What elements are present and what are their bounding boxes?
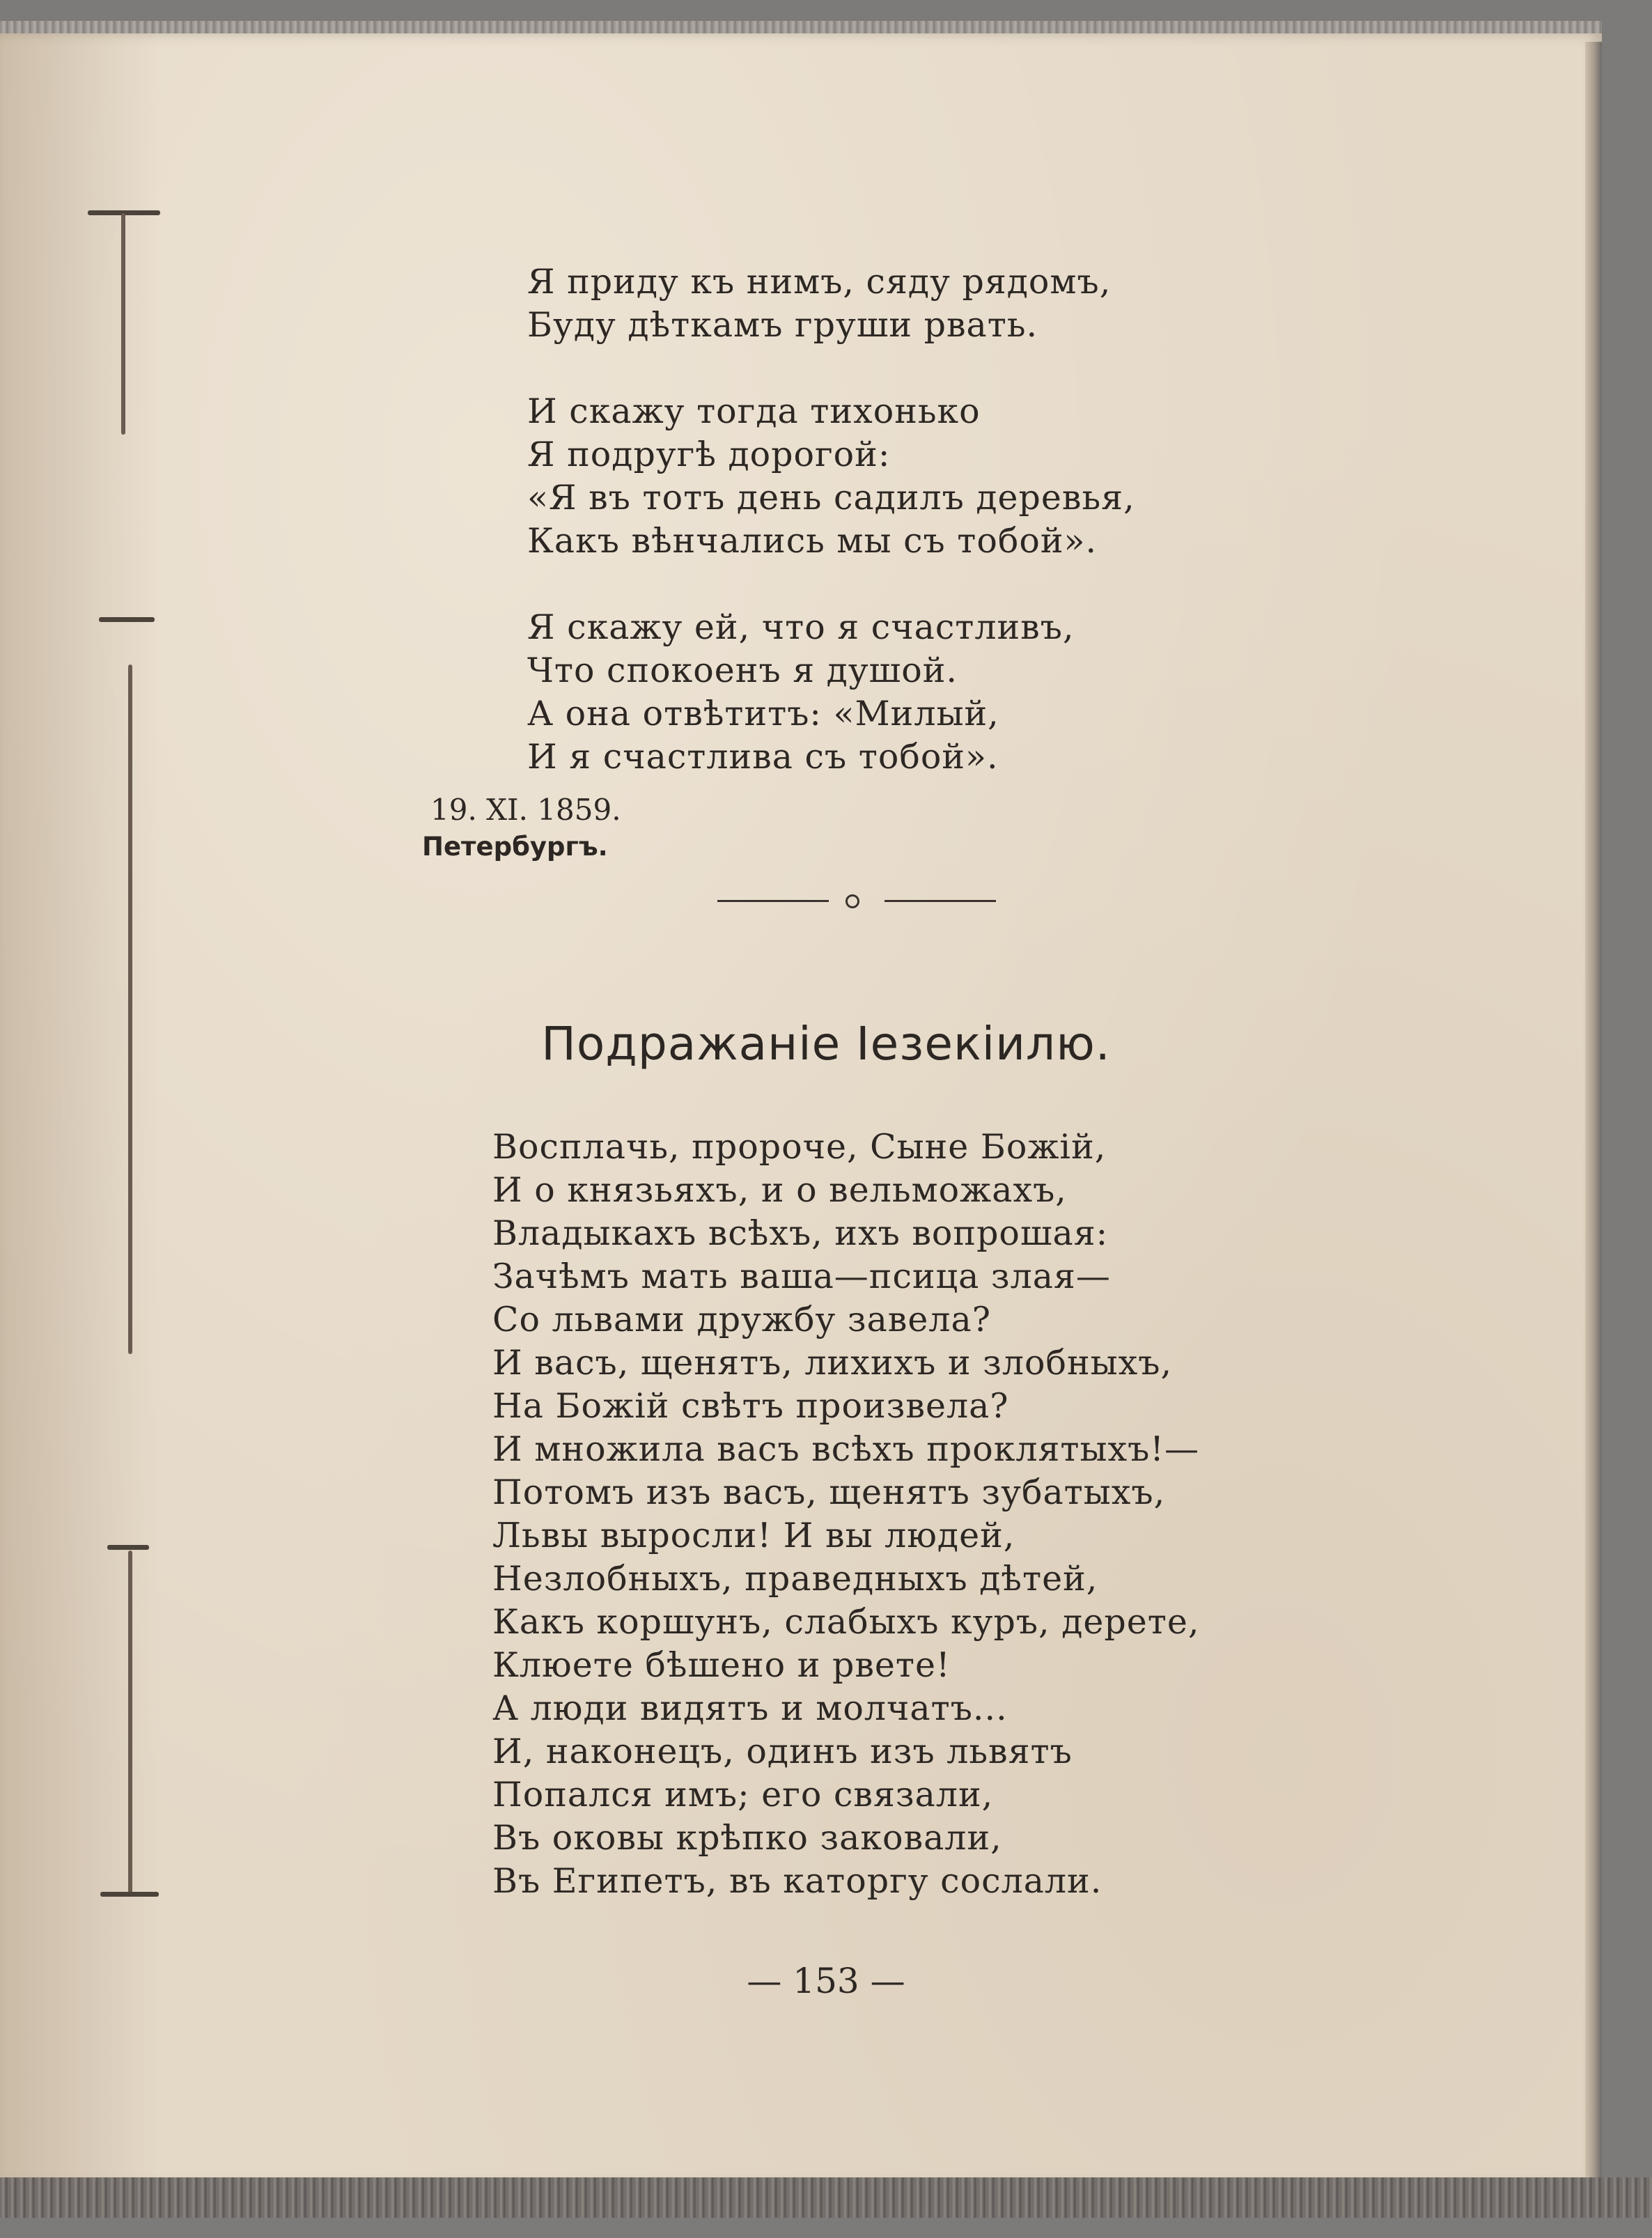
verse-line: Буду дѣткамъ груши рвать. — [527, 305, 1038, 345]
gutter-shadow — [0, 33, 160, 2186]
verse-line: На Божій свѣтъ произвела? — [492, 1386, 1009, 1426]
verse-line: И множила васъ всѣхъ проклятыхъ!— — [492, 1429, 1199, 1469]
verse-line: И я счастлива съ тобой». — [527, 737, 999, 777]
separator-rule — [885, 900, 996, 902]
verse-line: Какъ коршунъ, слабыхъ куръ, дерете, — [492, 1602, 1200, 1642]
stanza-1 — [527, 261, 1111, 347]
stitch-thread — [128, 1551, 132, 1895]
verse-line: Львы выросли! И вы людей, — [492, 1516, 1015, 1555]
stitch-bar — [107, 1545, 149, 1550]
section-separator — [717, 885, 996, 917]
poem-date: 19. XI. 1859. — [430, 793, 621, 827]
stitch-bar — [100, 1892, 159, 1897]
verse-line: «Я въ тотъ день садилъ деревья, — [527, 478, 1135, 518]
poem-body — [492, 1126, 1199, 1903]
scan-bottom-edge — [0, 2177, 1652, 2218]
stitch-bar — [99, 617, 155, 622]
verse-line: Зачѣмъ мать ваша—псица злая— — [492, 1257, 1111, 1296]
verse-line: И о князьяхъ, и о вельможахъ, — [492, 1170, 1067, 1210]
page-right-edge — [1585, 42, 1602, 2180]
stitch-thread — [121, 213, 125, 435]
verse-line: Попался имъ; его связали, — [492, 1775, 994, 1815]
verse-line: А люди видятъ и молчатъ... — [492, 1688, 1008, 1728]
verse-line: Я приду къ нимъ, сяду рядомъ, — [527, 262, 1112, 302]
verse-line: И, наконецъ, одинъ изъ львятъ — [492, 1732, 1073, 1771]
verse-line: Я подругѣ дорогой: — [527, 435, 891, 474]
verse-line: Владыкахъ всѣхъ, ихъ вопрошая: — [492, 1213, 1109, 1253]
poem-title: Подражаніе Іезекіилю. — [541, 1017, 1111, 1071]
verse-line: Въ оковы крѣпко заковали, — [492, 1818, 1002, 1858]
verse-line: Въ Египетъ, въ каторгу сослали. — [492, 1861, 1102, 1901]
verse-line: Какъ вѣнчались мы съ тобой». — [527, 521, 1098, 561]
verse-line: Незлобныхъ, праведныхъ дѣтей, — [492, 1559, 1098, 1599]
stitch-thread — [128, 665, 132, 1354]
poem-place: Петербургъ. — [422, 832, 608, 862]
stanza-2 — [527, 390, 1135, 563]
verse-line: Восплачь, пророче, Сыне Божій, — [492, 1127, 1107, 1167]
verse-line: Со львами дружбу завела? — [492, 1300, 992, 1339]
verse-line: И васъ, щенятъ, лихихъ и злобныхъ, — [492, 1343, 1173, 1383]
separator-rule — [717, 900, 829, 902]
verse-line: Клюете бѣшено и рвете! — [492, 1645, 951, 1685]
verse-line: Что спокоенъ я душой. — [527, 651, 958, 690]
verse-line: А она отвѣтитъ: «Милый, — [527, 694, 999, 733]
verse-line: И скажу тогда тихонько — [527, 391, 981, 431]
page-number: — 153 — — [747, 1961, 905, 2001]
separator-circle — [846, 894, 859, 908]
stanza-3 — [527, 606, 1075, 779]
verse-line: Потомъ изъ васъ, щенятъ зубатыхъ, — [492, 1472, 1166, 1512]
verse-line: Я скажу ей, что я счастливъ, — [527, 607, 1075, 647]
